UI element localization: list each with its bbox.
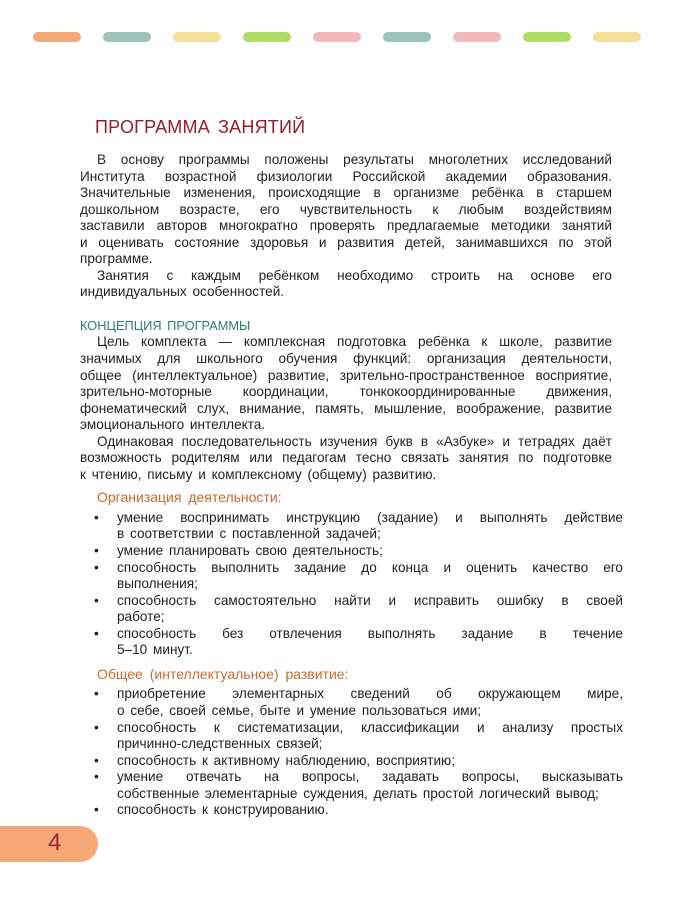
page-number-badge [0,826,98,862]
text-line: умение воспринимать инструкцию (задание) и выполнять действие [117,509,623,525]
text-line: эмоционального интеллекта. [80,417,266,433]
stripe [33,32,81,42]
text-line: В основу программы положены результаты многолетних исследований [97,152,612,167]
text-line: в соответствии с поставленной задачей; [117,526,381,542]
list-item [80,626,623,659]
text-line: Цель комплекта — комплексная подготовка ребёнка к школе, развитие [97,334,612,350]
bullet-icon: • [94,719,99,735]
bullet-icon: • [94,802,99,818]
text-line: приобретение элементарных сведений об окружающем мире, [117,686,623,702]
text-line: выполнения; [117,576,198,592]
bullet-icon: • [94,509,99,525]
text-line: и оценивать состояние здоровья и развития детей, занимавшихся по этой [80,234,612,250]
page-content [80,152,623,819]
text-line: способность к конструированию. [117,802,329,818]
text-line: о себе, своей семье, быте и умение пользоваться ими; [117,702,482,718]
list-item [80,720,623,753]
text-line: способность выполнить задание до конца и оценить качество его [117,559,623,575]
paragraph [80,152,612,268]
bullet-icon: • [94,769,99,785]
list-item [80,510,623,543]
list-item [80,686,623,719]
page-number: 4 [48,829,62,856]
paragraph [80,268,612,301]
list-item [80,543,623,560]
text-line: дошкольном возрасте, его чувствительность к любым воздействиям [80,201,612,217]
section-heading: КОНЦЕПЦИЯ ПРОГРАММЫ [80,317,251,333]
list-item [80,753,623,770]
text-line: заставили авторов многократно проверять предлагаемые методики занятий [80,218,612,234]
stripe [523,32,571,42]
stripe [383,32,431,42]
text-line: умение отвечать на вопросы, задавать вопросы, высказывать [117,769,623,785]
text-line: Института возрастной физиологии Российской академии образования. [80,168,612,184]
text-line: Занятия с каждым ребёнком необходимо строить на основе его [97,267,612,283]
text-line: к чтению, письму и комплексному (общему) развитию. [80,466,437,482]
list-item [80,769,623,802]
text-line: Значительные изменения, происходящие в организме ребёнка в старшем [80,185,612,201]
bullet-icon: • [94,686,99,702]
stripe [173,32,221,42]
stripe [453,32,501,42]
paragraph [80,434,612,484]
paragraph [80,334,612,433]
text-line: фонематический слух, внимание, память, мышление, воображение, развитие [80,400,612,416]
text-line: собственные элементарные суждения, делать простой логический вывод; [117,785,599,801]
text-line: способность без отвлечения выполнять задание в течение [117,625,623,641]
text-line: Одинаковая последовательность изучения букв в «Азбуке» и тетрадях даёт [97,433,612,449]
subsection-heading: Общее (интеллектуальное) развитие: [97,665,349,682]
subsection-heading: Организация деятельности: [97,489,282,506]
bullet-icon: • [94,625,99,641]
list-item [80,560,623,593]
page-title: ПРОГРАММА ЗАНЯТИЙ [95,117,306,137]
list-item [80,802,623,819]
stripe [313,32,361,42]
text-line: способность к систематизации, классификации и анализу простых [117,719,623,735]
text-line: способность самостоятельно найти и исправить ошибку в своей [117,592,623,608]
bullet-list [80,686,623,818]
bullet-icon: • [94,592,99,608]
text-line: причинно-следственных связей; [117,736,323,752]
stripe [103,32,151,42]
stripe [593,32,641,42]
text-line: программе. [80,251,153,267]
text-line: возможность родителям или педагогам тесно связать занятия по подготовке [80,450,612,466]
text-line: работе; [117,609,165,625]
text-line: значимых для школьного обучения функций: организация деятельности, [80,351,612,367]
text-line: общее (интеллектуальное) развитие, зрительно-пространственное восприятие, [80,367,612,383]
stripe [243,32,291,42]
bullet-list [80,509,623,659]
text-line: индивидуальных особенностей. [80,284,285,300]
bullet-icon: • [94,559,99,575]
bullet-icon: • [94,752,99,768]
bullet-icon: • [94,543,99,559]
text-line: 5–10 минут. [117,642,193,658]
text-line: зрительно-моторные координации, тонкокоординированные движения, [80,384,612,400]
text-line: способность к активному наблюдению, восприятию; [117,752,456,768]
list-item [80,593,623,626]
text-line: умение планировать свою деятельность; [117,543,383,559]
